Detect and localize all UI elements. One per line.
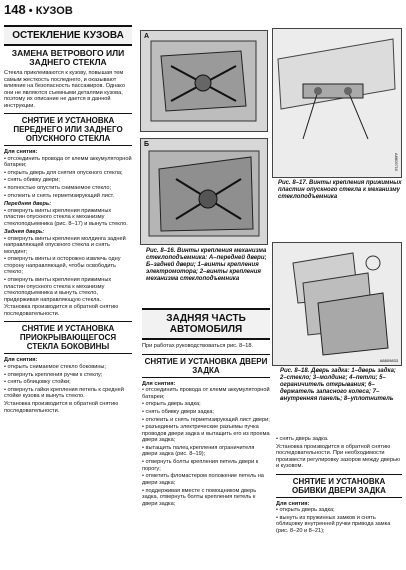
figure-8-18-caption: Рис. 8–18. Дверь задка: 1–дверь задка; 2–стекло; 3–молдинг; 4–петли; 5–ограничитель открывания; 6–держатель запасного колеса; 7–внутренняя панель; 8–уплотнитель [280,368,396,402]
step-item: • разъединить электрические разъемы пучка проводов двери задка и вытащить его из проема двери задка; [142,424,270,444]
figure-8-18 [272,242,402,366]
step-item: • отвернуть винты и осторожно извлечь одну сторону направляющей, чтобы освободить стекло; [4,256,132,276]
header-bullet: • [28,5,33,17]
removal-label: Для снятия: [4,357,38,364]
removal-label: Для снятия: [142,380,176,387]
step-item: • отсоединить провода от клемм аккумуляторной батареи; [4,156,132,169]
tailgate-title: СНЯТИЕ И УСТАНОВКА ДВЕРИ ЗАДКА [142,354,270,378]
door-mechanism-illustration [141,31,267,131]
step-item: • поддерживая вместе с помощником дверь задка, отвернуть болты крепления петель к двери задка; [142,488,270,508]
glass-clamp-illustration [273,29,401,177]
step-item: • вынуть из пружинных замков и снять облицовку внутренней ручки привода замка (рис. 8–20 и 8–21); [276,515,402,535]
left-column [4,22,132,415]
section-title: ОСТЕКЛЕНИЕ КУЗОВА [4,25,132,46]
right-column [276,436,402,536]
step-item: • открыть дверь задка; [276,507,402,514]
rear-door-label: Задняя дверь: [4,229,45,236]
vent-glass-title: СНЯТИЕ И УСТАНОВКА ПРИОКРЫВАЮЩЕГОСЯ СТЕКЛА БОКОВИНЫ [4,321,132,354]
step-item: • отвернуть винты крепления прижимных пластин опускного стекла к механизму стеклоподъемника и вынуть стекло, придерживая направляющую стекла. [4,277,132,303]
figure-id: А8809833 [379,358,398,363]
removal-label: Для снятия: [4,149,38,155]
step-item: • отклеить и снять герметизирующий лист. [4,193,132,200]
front-door-label: Передняя дверь: [4,201,52,208]
trim-title: СНЯТИЕ И УСТАНОВКА ОБИВКИ ДВЕРИ ЗАДКА [276,474,402,498]
middle-column [142,305,270,508]
step-item: • вытащить палец крепления ограничителя двери задка (рис. 8–19); [142,445,270,458]
step-item: • открыть дверь для снятия опускного стекла; [4,170,132,177]
windshield-text: Стекла приклеиваются к кузову, повышая тем самым жесткость последнего, и оказывают влияние на безопасность пассажиров. Однако они не являются съемными деталями кузова, поэтому их описание не дается в данной инструкции. [4,70,125,109]
page-header [4,2,73,17]
page-number: 148 [4,2,26,17]
step-item: • отклеить и снять герметизирующий лист двери; [142,417,270,424]
step-item: • снять обивку двери задка; [142,409,270,416]
rear-door-mechanism-illustration [141,139,267,244]
install-note: Установка производится в обратной снятию последовательности. [4,401,119,414]
step-item: • отвернуть винты крепления молдинга задней направляющей опускного стекла и снять молдинг; [4,236,132,256]
step-item: • открыть дверь задка; [142,401,270,408]
install-note: Установка производится в обратной снятию последовательности. [4,304,119,317]
figure-id: А8809710 [394,152,399,171]
step-item: • отсоединить провода от клемм аккумуляторной батареи; [142,387,270,400]
step-item: • отвернуть крепления ручки к стеклу; [4,372,132,379]
rear-intro: При работах руководствоваться рис. 8–18. [142,343,254,349]
section-name: КУЗОВ [35,5,73,17]
removal-label: Для снятия: [276,500,310,507]
step-item: • снять обивку двери; [4,177,132,184]
windshield-title: ЗАМЕНА ВЕТРОВОГО ИЛИ ЗАДНЕГО СТЕКЛА [11,48,125,67]
figure-8-17 [272,28,402,178]
figure-8-17-caption: Рис. 8–17. Винты крепления прижимных пластин опускного стекла к механизму стеклоподъемника [278,180,402,200]
figure-tag-a: А [144,33,150,40]
step-item: • отвернуть гайки крепления петель к средней стойке кузова и вынуть стекло. [4,387,132,400]
rear-section-title: ЗАДНЯЯ ЧАСТЬ АВТОМОБИЛЯ [142,308,270,340]
tailgate-exploded-illustration [273,243,401,365]
step-item: • отметить фломастером положение петель на двери задка; [142,473,270,486]
step-item: • снять дверь задка. [276,436,402,443]
step-item: • полностью опустить снимаемое стекло; [4,185,132,192]
figure-8-16-rear-door [140,138,268,245]
install-note: Установка производится в обратной снятию последовательности. При необходимости произвести регулировку зазоров между дверью и кузовом. [276,443,401,470]
figure-8-16-front-door [140,30,268,132]
figure-8-16-caption: Рис. 8–16. Винты крепления механизма стеклоподъемника: А–передней двери; Б–задней двери; 1–винты крепления электромотора; 2–винты крепления механизма стеклоподъемника [146,248,267,282]
step-item: • отвернуть винты крепления прижимных пластин опускного стекла к механизму стеклоподъемника (рис. 8–17) и вынуть стекло. [4,208,132,228]
figure-tag-b: Б [144,141,150,148]
door-glass-title: СНЯТИЕ И УСТАНОВКА ПЕРЕДНЕГО ИЛИ ЗАДНЕГО ОПУСКНОГО СТЕКЛА [4,113,132,146]
step-item: • снять облицовку стойки; [4,379,132,386]
step-item: • открыть снимаемое стекло боковины; [4,364,132,371]
step-item: • отвернуть болты крепления петель двери к порогу; [142,459,270,472]
